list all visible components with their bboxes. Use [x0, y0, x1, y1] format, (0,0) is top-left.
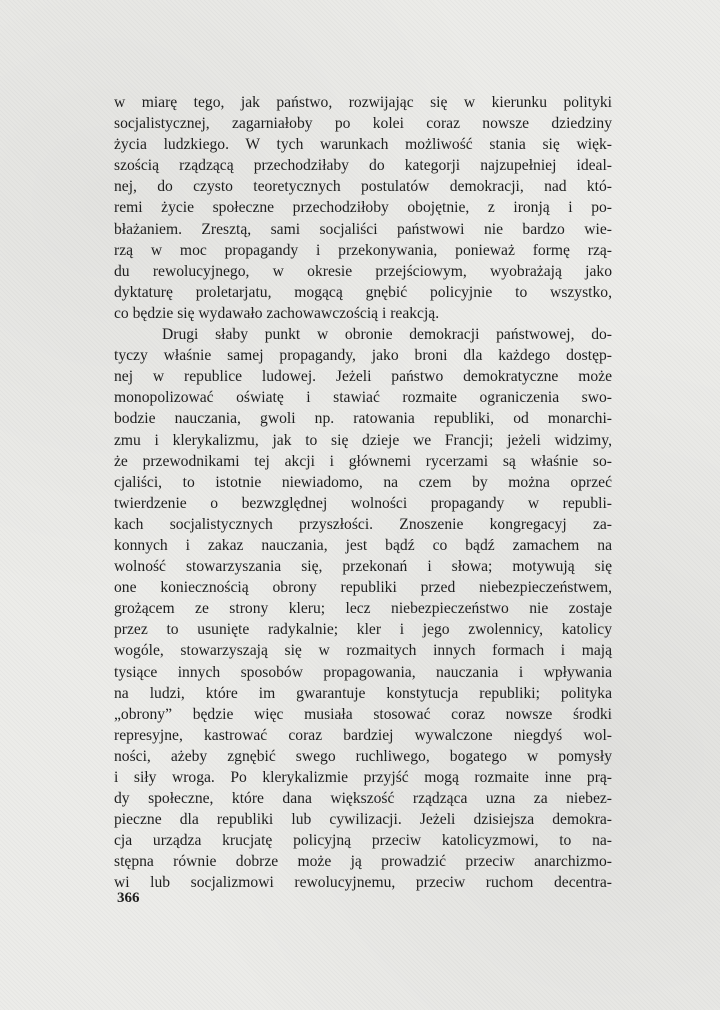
- text-line: życia ludzkiego. W tych warunkach możliwość stania się więk-: [114, 136, 612, 154]
- page-number: 366: [117, 890, 140, 906]
- text-line: represyjne, kastrować coraz bardziej wywalczone niegdyś wol-: [114, 726, 612, 744]
- text-line: nej w republice ludowej. Jeżeli państwo demokratyczne może: [114, 368, 612, 386]
- text-line: wi lub socjalizmowi rewolucyjnemu, przeciw ruchom decentra-: [114, 874, 612, 892]
- text-line: monopolizować oświatę i stawiać rozmaite ograniczenia swo-: [114, 389, 612, 407]
- text-line: rzą w moc propagandy i przekonywania, ponieważ formę rzą-: [114, 241, 612, 259]
- text-line: „obrony” będzie więc musiała stosować coraz nowsze środki: [114, 705, 612, 723]
- text-line: one koniecznością obrony republiki przed niebezpieczeństwem,: [114, 579, 612, 597]
- text-line: przez to usunięte radykalnie; kler i jego zwolennicy, katolicy: [114, 621, 612, 639]
- text-line: bodzie nauczania, gwoli np. ratowania republiki, od monarchi-: [114, 410, 612, 428]
- text-line: na ludzi, które im gwarantuje konstytucja republiki; polityka: [114, 684, 612, 702]
- text-line: wolność stowarzyszania się, przekonań i słowa; motywują się: [114, 558, 612, 576]
- text-line: grożącem ze strony kleru; lecz niebezpieczeństwo nie zostaje: [114, 600, 612, 618]
- text-line: remi życie społeczne przechodziłoby obojętnie, z ironją i po-: [114, 199, 612, 217]
- text-line: twierdzenie o bezwzględnej wolności propagandy w republi-: [114, 494, 612, 512]
- text-line: du rewolucyjnego, w okresie przejściowym, wyobrażają jako: [114, 262, 612, 280]
- text-line: w miarę tego, jak państwo, rozwijając się w kierunku polityki: [114, 94, 612, 111]
- text-line: tyczy właśnie samej propagandy, jako broni dla każdego dostęp-: [114, 347, 612, 365]
- text-line: dy społeczne, które dana większość rządząca uzna za niebez-: [114, 790, 612, 808]
- paragraph-end-line: co będzie się wydawało zachowawczością i reakcją.: [114, 304, 440, 322]
- text-line: błażaniem. Zresztą, sami socjaliści państwowi nie bardzo wie-: [114, 220, 612, 238]
- text-line: pieczne dla republiki lub cywilizacji. Jeżeli dzisiejsza demokra-: [114, 811, 612, 829]
- text-line: cjaliści, to istotnie niewiadomo, na czem by można oprzeć: [114, 473, 612, 491]
- text-line: szością rządzącą przechodziłaby do kategorji najzupełniej ideal-: [114, 157, 612, 175]
- text-line: że przewodnikami tej akcji i głównemi rycerzami są właśnie so-: [114, 452, 612, 470]
- text-line: i siły wroga. Po klerykalizmie przyjść mogą rozmaite inne prą-: [114, 769, 612, 786]
- text-line: konnych i zakaz nauczania, jest bądź co bądź zamachem na: [114, 536, 612, 554]
- text-line: socjalistycznej, zagarniałoby po kolei coraz nowsze dziedziny: [114, 115, 612, 133]
- text-line: stępna równie dobrze może ją prowadzić przeciw anarchizmo-: [114, 853, 612, 871]
- text-line: nej, do czysto teoretycznych postulatów demokracji, nad któ-: [114, 178, 612, 196]
- paragraph-start-line: Drugi słaby punkt w obronie demokracji państwowej, do-: [162, 326, 612, 344]
- text-line: zmu i klerykalizmu, jak to się dzieje we Francji; jeżeli widzimy,: [114, 431, 612, 449]
- text-line: dyktaturę proletarjatu, mogącą gnębić policyjnie to wszystko,: [114, 283, 612, 301]
- text-line: tysiące innych sposobów propagowania, nauczania i wpływania: [114, 663, 612, 681]
- text-line: kach socjalistycznych przyszłości. Znoszenie kongregacyj za-: [114, 515, 612, 533]
- text-line: wogóle, stowarzyszają się w rozmaitych innych formach i mają: [114, 642, 612, 660]
- text-line: cja urządza krucjatę policyjną przeciw katolicyzmowi, to na-: [114, 832, 612, 850]
- body-text: [114, 92, 612, 894]
- text-line: ności, ażeby zgnębić swego ruchliwego, bogatego w pomysły: [114, 747, 612, 765]
